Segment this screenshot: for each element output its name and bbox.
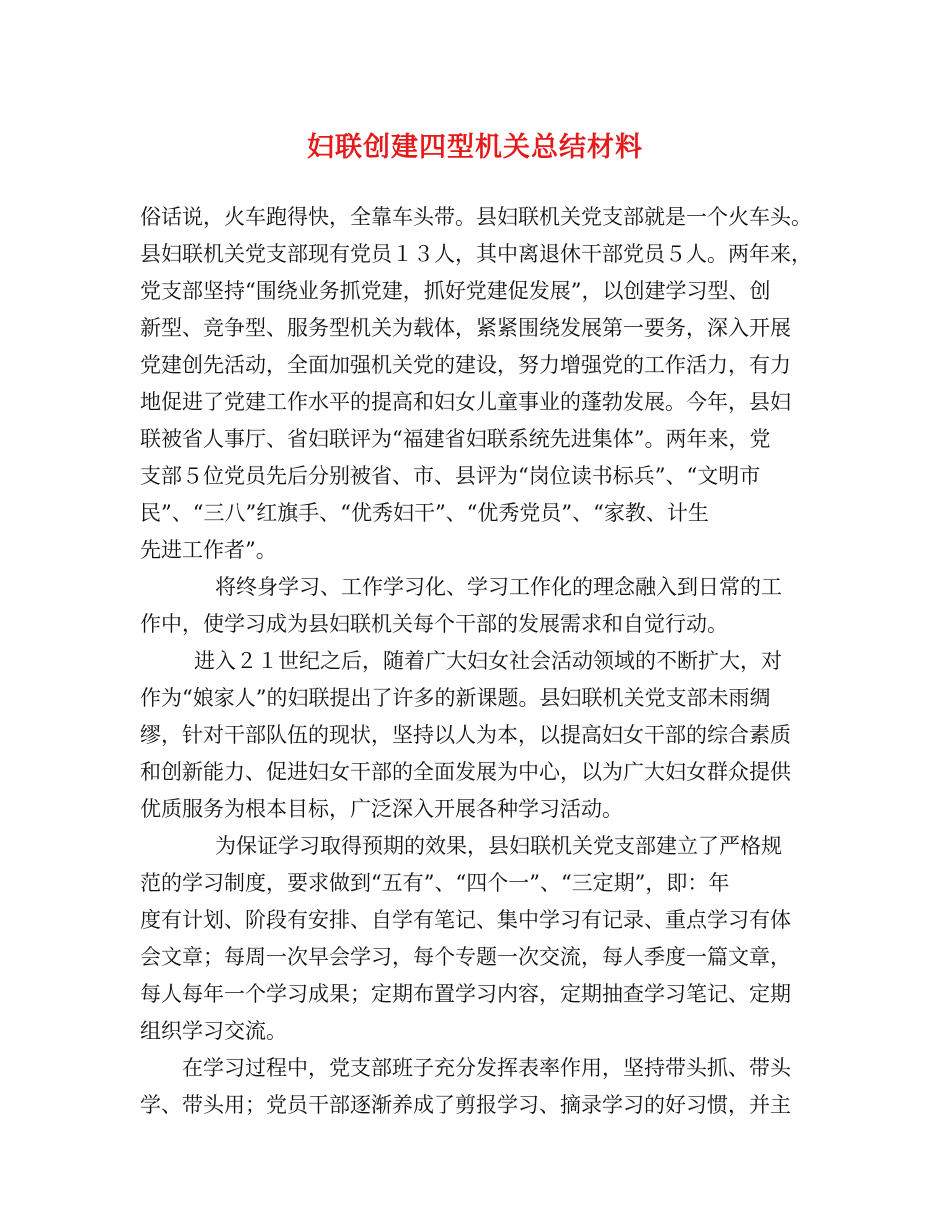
body-line: 优质服务为根本目标，广泛深入开展各种学习活动。 <box>140 797 623 821</box>
body-line: 先进工作者”。 <box>140 538 277 562</box>
body-line: 将终身学习、工作学习化、学习工作化的理念融入到日常的工 <box>215 575 782 599</box>
body-line: 俗话说，火车跑得快，全靠车头带。县妇联机关党支部就是一个火车头。 <box>140 205 812 229</box>
body-line: 为保证学习取得预期的效果，县妇联机关党支部建立了严格规 <box>215 834 782 858</box>
body-line: 会文章；每周一次早会学习，每个专题一次交流，每人季度一篇文章， <box>140 945 791 969</box>
body-line: 和创新能力、促进妇女干部的全面发展为中心，以为广大妇女群众提供 <box>140 760 791 784</box>
body-line: 范的学习制度，要求做到“五有”、“四个一”、“三定期”，即：年 <box>140 871 730 895</box>
body-line: 联被省人事厅、省妇联评为“福建省妇联系统先进集体”。两年来，党 <box>140 427 771 451</box>
body-line: 作为“娘家人”的妇联提出了许多的新课题。县妇联机关党支部未雨绸 <box>140 686 771 710</box>
body-line: 地促进了党建工作水平的提高和妇女儿童事业的蓬勃发展。今年，县妇 <box>140 390 791 414</box>
body-line: 每人每年一个学习成果；定期布置学习内容，定期抽查学习笔记、定期 <box>140 982 791 1006</box>
body-line: 进入２１世纪之后，随着广大妇女社会活动领域的不断扩大，对 <box>194 649 782 673</box>
body-line: 组织学习交流。 <box>140 1019 287 1043</box>
body-line: 民”、“三八”红旗手、“优秀妇干”、“优秀党员”、“家教、计生 <box>140 501 709 525</box>
body-line: 县妇联机关党支部现有党员１３人，其中离退休干部党员５人。两年来， <box>140 242 812 266</box>
body-line: 新型、竞争型、服务型机关为载体，紧紧围绕发展第一要务，深入开展 <box>140 316 791 340</box>
body-line: 作中，使学习成为县妇联机关每个干部的发展需求和自觉行动。 <box>140 612 728 636</box>
body-line: 缪，针对干部队伍的现状，坚持以人为本，以提高妇女干部的综合素质 <box>140 723 791 747</box>
body-line: 党建创先活动，全面加强机关党的建设，努力增强党的工作活力，有力 <box>140 353 791 377</box>
document-title: 妇联创建四型机关总结材料 <box>307 132 643 163</box>
body-line: 在学习过程中，党支部班子充分发挥表率作用，坚持带头抓、带头 <box>182 1056 791 1080</box>
body-line: 支部５位党员先后分别被省、市、县评为“岗位读书标兵”、“文明市 <box>140 464 761 488</box>
body-line: 学、带头用；党员干部逐渐养成了剪报学习、摘录学习的好习惯，并主 <box>140 1093 791 1117</box>
body-line: 党支部坚持“围绕业务抓党建，抓好党建促发展”，以创建学习型、创 <box>140 279 771 303</box>
body-line: 度有计划、阶段有安排、自学有笔记、集中学习有记录、重点学习有体 <box>140 908 791 932</box>
